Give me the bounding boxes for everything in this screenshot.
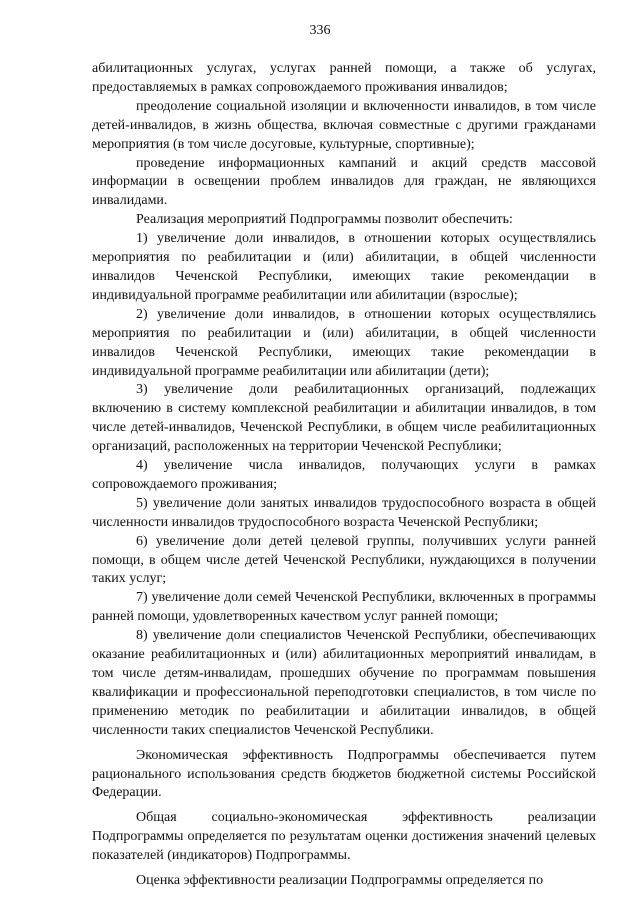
paragraph-economic-efficiency: Экономическая эффективность Подпрограммы обеспечивается путем рационального использования средств бюджетов бюджетной системы Российской Федерации. [92, 747, 596, 801]
list-item-7: 7) увеличение доли семей Чеченской Республики, включенных в программы ранней помощи, удовлетворенных качеством услуг ранней помощи; [92, 590, 596, 625]
page-number: 336 [309, 23, 331, 38]
list-item-8: 8) увеличение доли специалистов Чеченской Республики, обеспечивающих оказание реабилитационных и (или) абилитационных мероприятий инвалидам, в том числе детям-инвалидам, прошедших обучение по программам повышения квалификации и профессиональной переподготовки специалистов, в том числе по применению методик по реабилитации и абилитации инвалидов, в общей численности таких специалистов Чеченской Республики. [92, 628, 596, 738]
paragraph-implementation-intro: Реализация мероприятий Подпрограммы позволит обеспечить: [136, 212, 513, 228]
paragraph-information-campaigns: проведение информационных кампаний и акций средств массовой информации в освещении проблем инвалидов для граждан, не являющихся инвалидами. [92, 155, 596, 209]
paragraph-social-economic-efficiency: Общая социально-экономическая эффективность реализации Подпрограммы определяется по результатам оценки достижения значений целевых показателей (индикаторов) Подпрограммы. [92, 810, 596, 864]
list-item-6: 6) увеличение доли детей целевой группы, получивших услуги ранней помощи, в общем числе детей Чеченской Республики, нуждающихся в получении таких услуг; [92, 533, 596, 587]
paragraph-efficiency-evaluation: Оценка эффективности реализации Подпрограммы определяется по [136, 873, 544, 889]
paragraph-social-isolation: преодоление социальной изоляции и включенности инвалидов, в том числе детей-инвалидов, в жизнь общества, включая совместные с другими гражданами мероприятия (в том числе досуговые, культурные, спортивные); [92, 98, 596, 152]
document-body [92, 60, 596, 891]
paragraph-continued-services: абилитационных услугах, услугах ранней помощи, а также об услугах, предоставляемых в рамках сопровождаемого проживания инвалидов; [92, 61, 596, 95]
list-item-4: 4) увеличение числа инвалидов, получающих услуги в рамках сопровождаемого проживания; [92, 458, 596, 492]
list-item-2: 2) увеличение доли инвалидов, в отношении которых осуществлялись мероприятия по реабилитации и (или) абилитации, в общей численности инвалидов Чеченской Республики, имеющих такие рекомендации в индивидуальной программе реабилитации или абилитации (дети); [92, 306, 596, 379]
list-item-5: 5) увеличение доли занятых инвалидов трудоспособного возраста в общей численности инвалидов трудоспособного возраста Чеченской Республики; [92, 495, 596, 530]
list-item-1: 1) увеличение доли инвалидов, в отношении которых осуществлялись мероприятия по реабилитации и (или) абилитации, в общей численности инвалидов Чеченской Республики, имеющих такие рекомендации в индивидуальной программе реабилитации или абилитации (взрослые); [92, 231, 596, 303]
list-item-3: 3) увеличение доли реабилитационных организаций, подлежащих включению в систему комплексной реабилитации и абилитации инвалидов, в том числе детей-инвалидов, Чеченской Республики, в общем числе реабилитационных организаций, расположенных на территории Чеченской Республики; [92, 382, 596, 455]
